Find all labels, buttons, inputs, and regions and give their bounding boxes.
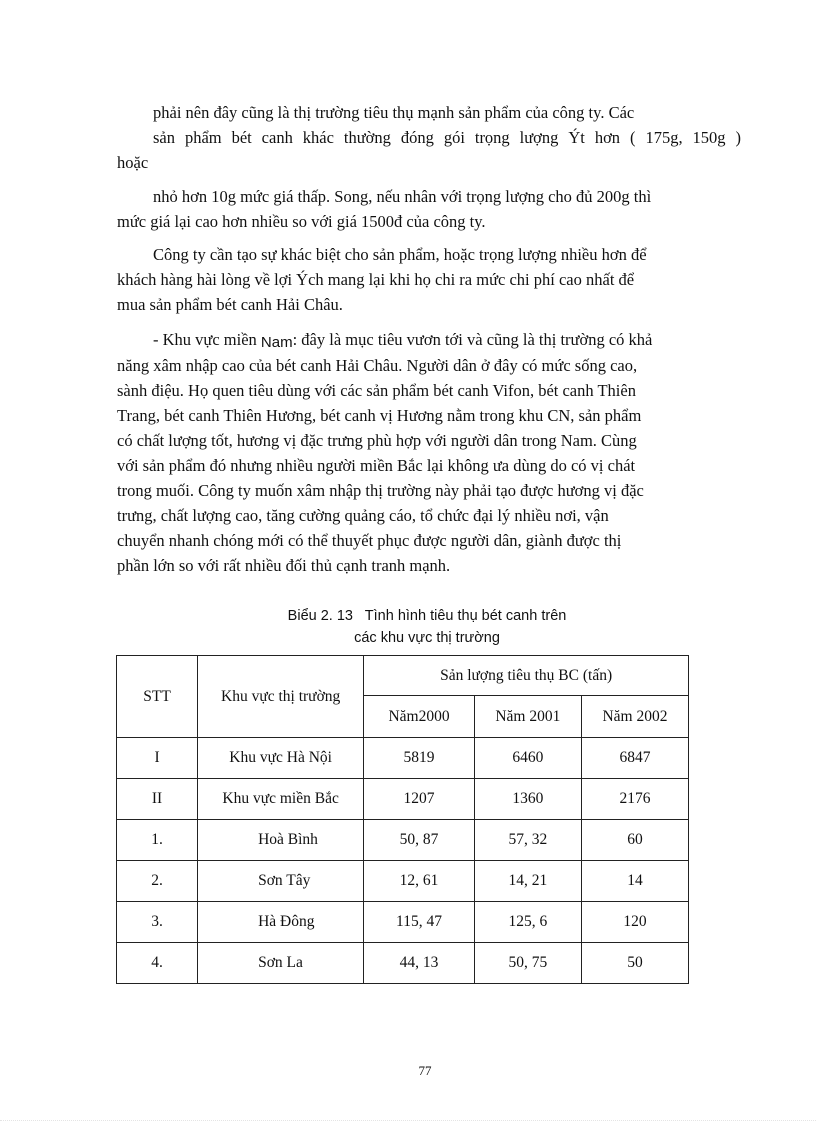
paragraph-line: khách hàng hài lòng về lợi Ých mang lại khi họ chi ra mức chi phí cao nhất để	[117, 270, 635, 289]
paragraph-line: mua sản phẩm bét canh Hải Châu.	[117, 295, 343, 314]
header-year-2001: Năm 2001	[474, 696, 581, 738]
cell-y2002: 6847	[581, 738, 688, 779]
cell-area: Khu vực miền Bắc	[198, 779, 364, 820]
paragraph-line: sản phẩm bét canh khác thường đóng gói trọng lượng Ýt hơn ( 175g, 150g )	[153, 128, 741, 147]
table-row	[117, 738, 689, 779]
paragraph-3	[117, 242, 741, 317]
cell-stt: II	[117, 779, 198, 820]
sales-table	[116, 655, 689, 984]
paragraph-fragment: : đây là mục tiêu vươn tới và cũng là thị trường có khả	[292, 330, 653, 349]
paragraph-line: phải nên đây cũng là thị trường tiêu thụ mạnh sản phẩm của công ty. Các	[153, 103, 635, 122]
footer-divider	[0, 1120, 816, 1122]
table-caption	[117, 605, 737, 649]
header-stt: STT	[117, 656, 198, 738]
cell-area: Khu vực Hà Nội	[198, 738, 364, 779]
cell-y2000: 1207	[364, 779, 475, 820]
cell-y2000: 115, 47	[364, 902, 475, 943]
table-header-row	[117, 656, 689, 696]
table-row	[117, 820, 689, 861]
paragraph-line: có chất lượng tốt, hương vị đặc trưng phù hợp với người dân trong Nam. Cùng	[117, 431, 637, 450]
cell-y2002: 120	[581, 902, 688, 943]
cell-stt: 3.	[117, 902, 198, 943]
cell-y2002: 50	[581, 943, 688, 984]
cell-y2000: 44, 13	[364, 943, 475, 984]
cell-y2000: 5819	[364, 738, 475, 779]
table-row	[117, 902, 689, 943]
paragraph-line: chuyển nhanh chóng mới có thể thuyết phục được người dân, giành được thị	[117, 531, 622, 550]
cell-y2000: 12, 61	[364, 861, 475, 902]
paragraph-line: trưng, chất lượng cao, tăng cường quảng cáo, tổ chức đại lý nhiều nơi, vận	[117, 506, 609, 525]
cell-area: Sơn La	[198, 943, 364, 984]
paragraph-line: sành điệu. Họ quen tiêu dùng với các sản phẩm bét canh Vifon, bét canh Thiên	[117, 381, 636, 400]
cell-stt: 1.	[117, 820, 198, 861]
raised-word: Nam	[260, 334, 293, 351]
cell-y2001: 14, 21	[474, 861, 581, 902]
cell-stt: 4.	[117, 943, 198, 984]
header-year-2002: Năm 2002	[581, 696, 688, 738]
cell-y2001: 57, 32	[474, 820, 581, 861]
paragraph-2	[117, 184, 741, 234]
paragraph-fragment: - Khu vực miền	[153, 330, 261, 349]
cell-y2001: 125, 6	[474, 902, 581, 943]
header-group: Sản lượng tiêu thụ BC (tấn)	[364, 656, 689, 696]
paragraph-4	[117, 327, 741, 578]
cell-area: Hà Đông	[198, 902, 364, 943]
cell-area: Sơn Tây	[198, 861, 364, 902]
cell-y2002: 60	[581, 820, 688, 861]
caption-line: các khu vực thị trường	[354, 630, 500, 646]
header-year-2000: Năm2000	[364, 696, 475, 738]
cell-area: Hoà Bình	[198, 820, 364, 861]
paragraph-1	[117, 100, 741, 175]
table-row	[117, 779, 689, 820]
header-area: Khu vực thị trường	[198, 656, 364, 738]
page-number: 77	[418, 1063, 432, 1078]
paragraph-line: hoặc	[117, 153, 149, 172]
paragraph-line: phần lớn so với rất nhiều đối thủ cạnh tranh mạnh.	[117, 556, 451, 575]
paragraph-line	[117, 327, 741, 353]
body-text	[117, 100, 741, 587]
cell-y2000: 50, 87	[364, 820, 475, 861]
paragraph-line: Công ty cần tạo sự khác biệt cho sản phẩm, hoặc trọng lượng nhiều hơn để	[153, 245, 647, 264]
cell-y2002: 14	[581, 861, 688, 902]
cell-stt: 2.	[117, 861, 198, 902]
cell-y2001: 50, 75	[474, 943, 581, 984]
table-row	[117, 943, 689, 984]
cell-stt: I	[117, 738, 198, 779]
paragraph-line: nhỏ hơn 10g mức giá thấp. Song, nếu nhân với trọng lượng cho đủ 200g thì	[153, 187, 652, 206]
paragraph-line: Trang, bét canh Thiên Hương, bét canh vị Hương nằm trong khu CN, sản phẩm	[117, 406, 642, 425]
cell-y2002: 2176	[581, 779, 688, 820]
cell-y2001: 6460	[474, 738, 581, 779]
table-row	[117, 861, 689, 902]
paragraph-line: mức giá lại cao hơn nhiều so với giá 1500đ của công ty.	[117, 212, 486, 231]
paragraph-line: năng xâm nhập cao của bét canh Hải Châu. Người dân ở đây có mức sống cao,	[117, 356, 638, 375]
caption-line: Biểu 2. 13 Tình hình tiêu thụ bét canh trên	[287, 608, 567, 624]
paragraph-line: với sản phẩm đó nhưng nhiều người miền Bắc lại không ưa dùng do có vị chát	[117, 456, 636, 475]
cell-y2001: 1360	[474, 779, 581, 820]
paragraph-line: trong muối. Công ty muốn xâm nhập thị trường này phải tạo được hương vị đặc	[117, 481, 644, 500]
